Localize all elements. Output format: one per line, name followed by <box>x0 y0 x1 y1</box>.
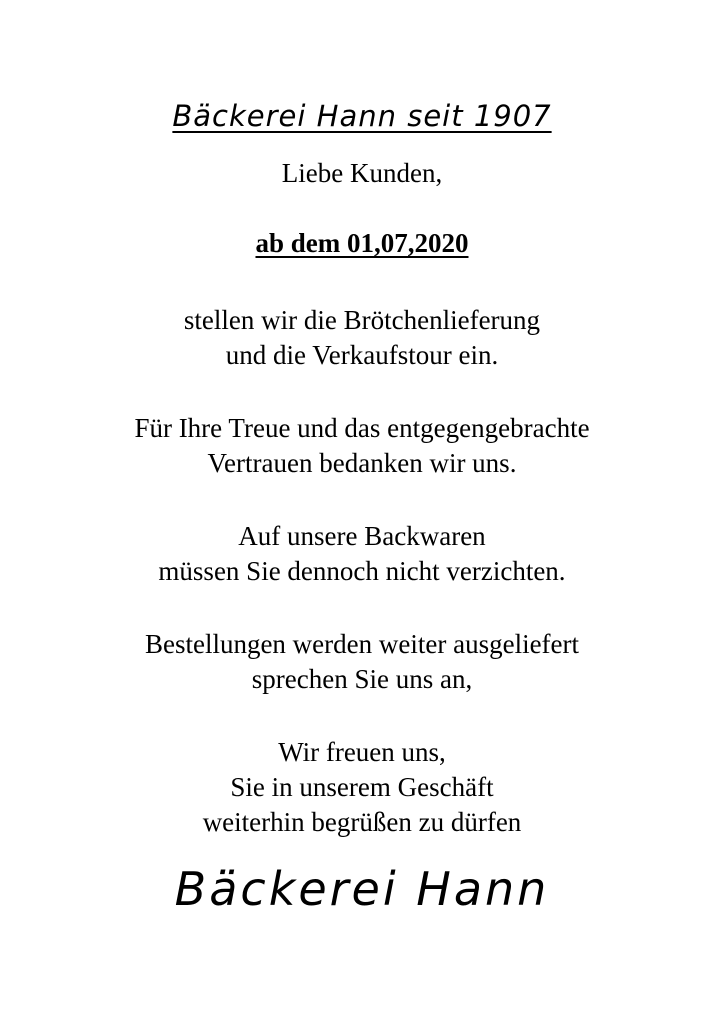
paragraph-2-line-2: Vertrauen bedanken wir uns. <box>207 448 517 478</box>
paragraph-5-line-1: Wir freuen uns, <box>278 737 446 767</box>
paragraph-4-line-1: Bestellungen werden weiter ausgeliefert <box>144 629 580 659</box>
paragraph-4-line-2: sprechen Sie uns an, <box>251 664 473 694</box>
paragraph-5-line-2: Sie in unserem Geschäft <box>230 772 494 802</box>
paragraph-5-line-3: weiterhin begrüßen zu dürfen <box>202 807 522 837</box>
header-title: Bäckerei Hann seit 1907 <box>172 99 552 133</box>
paragraph-3-line-1: Auf unsere Backwaren <box>238 521 486 551</box>
effective-date: ab dem 01,07,2020 <box>255 228 469 258</box>
signature: Bäckerei Hann <box>174 862 550 916</box>
paragraph-3-line-2: müssen Sie dennoch nicht verzichten. <box>158 556 566 586</box>
paragraph-1-line-2: und die Verkaufstour ein. <box>225 340 499 370</box>
paragraph-1-line-1: stellen wir die Brötchenlieferung <box>183 305 541 335</box>
paragraph-2-line-1: Für Ihre Treue und das entgegengebrachte <box>134 413 590 443</box>
greeting: Liebe Kunden, <box>281 158 443 188</box>
